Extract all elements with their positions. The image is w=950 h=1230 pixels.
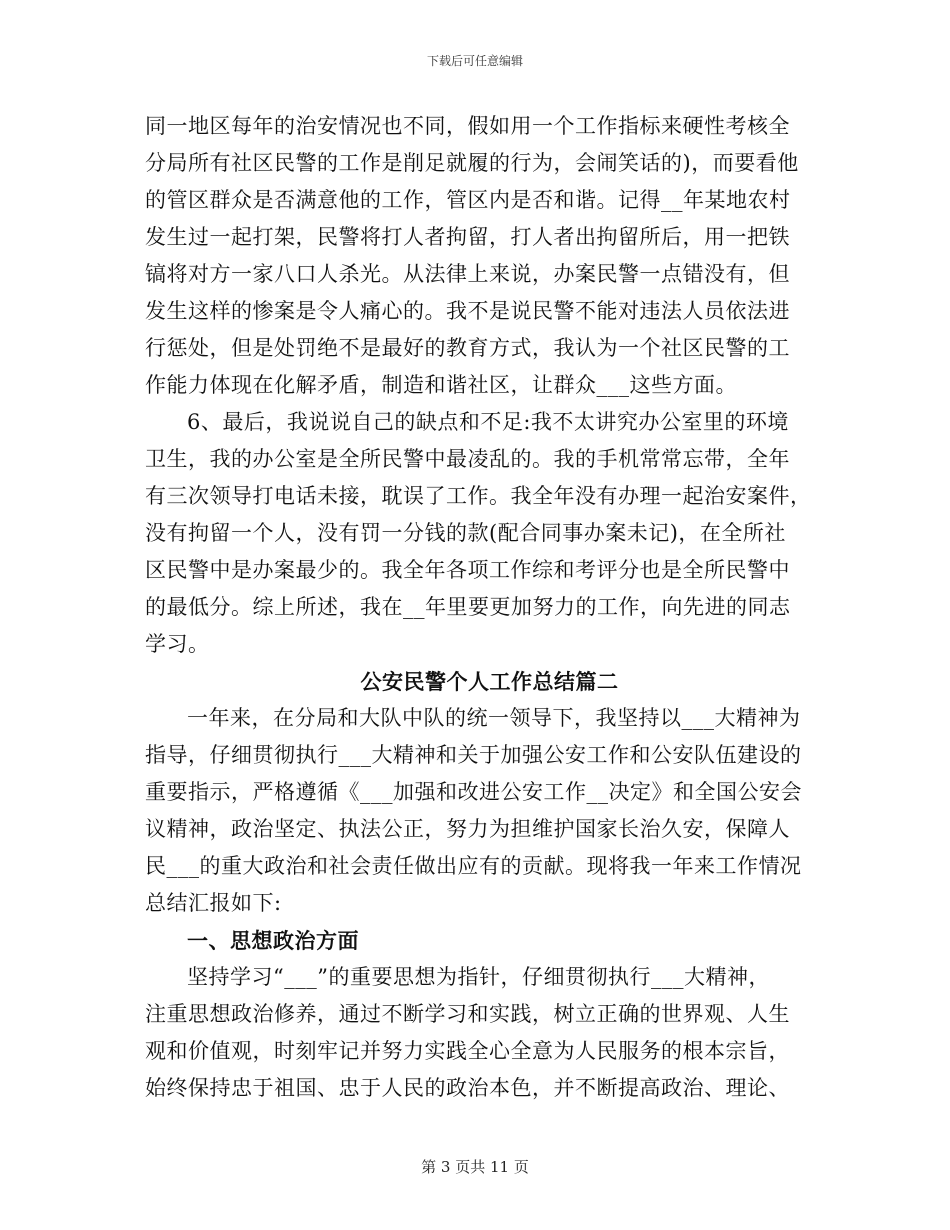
body-line: 镐将对方一家八口人杀光。从法律上来说，办案民警一点错没有，但 [145, 262, 790, 286]
body-line: 学习。 [145, 632, 210, 656]
body-line: 总结汇报如下: [145, 891, 282, 915]
body-line: 议精神，政治坚定、执法公正，努力为担维护国家长治久安，保障人 [145, 817, 790, 841]
body-line: 有三次领导打电话未接，耽误了工作。我全年没有办理一起治安案件， [145, 484, 812, 508]
body-line: 区民警中是办案最少的。我全年各项工作综和考评分也是全所民警中 [145, 558, 790, 582]
body-line: 重要指示，严格遵循《___加强和改进公安工作__决定》和全国公安会 [145, 780, 802, 804]
document-body [145, 108, 810, 1107]
body-line: 分局所有社区民警的工作是削足就履的行为，会闹笑话的)，而要看他 [145, 151, 799, 175]
body-line: 的最低分。综上所述，我在__年里要更加努力的工作，向先进的同志 [145, 595, 791, 619]
header-note: 下载后可任意编辑 [426, 54, 523, 68]
body-line: 卫生，我的办公室是全所民警中最凌乱的。我的手机常常忘带，全年 [145, 447, 790, 471]
section-title: 公安民警个人工作总结篇二 [360, 669, 619, 694]
paragraph-start-line: 一年来，在分局和大队中队的统一领导下，我坚持以___大精神为 [187, 706, 801, 730]
body-line: 行惩处，但是处罚绝不是最好的教育方式，我认为一个社区民警的工 [145, 336, 790, 360]
body-line: 同一地区每年的治安情况也不同，假如用一个工作指标来硬性考核全 [145, 114, 790, 138]
body-line: 发生过一起打架，民警将打人者拘留，打人者出拘留所后，用一把铁 [145, 225, 790, 249]
paragraph-start-line: 6、最后，我说说自己的缺点和不足:我不太讲究办公室里的环境 [187, 410, 789, 434]
body-line: 没有拘留一个人，没有罚一分钱的款(配合同事办案未记)，在全所社 [145, 521, 786, 545]
subsection-heading: 一、思想政治方面 [187, 928, 359, 953]
body-line: 民___的重大政治和社会责任做出应有的贡献。现将我一年来工作情况 [145, 854, 802, 878]
paragraph-start-line: 坚持学习“___”的重要思想为指针，仔细贯彻执行___大精神， [187, 965, 770, 989]
body-line: 指导，仔细贯彻执行___大精神和关于加强公安工作和公安队伍建设的 [145, 743, 802, 767]
page-footer: 第 3 页共 11 页 [421, 1158, 529, 1176]
body-line: 观和价值观，时刻牢记并努力实践全心全意为人民服务的根本宗旨， [145, 1039, 790, 1063]
body-line: 发生这样的惨案是令人痛心的。我不是说民警不能对违法人员依法进 [145, 299, 790, 323]
body-line: 始终保持忠于祖国、忠于人民的政治本色，并不断提高政治、理论、 [145, 1076, 790, 1100]
body-line: 注重思想政治修养，通过不断学习和实践，树立正确的世界观、人生 [145, 1002, 790, 1026]
body-line: 作能力体现在化解矛盾，制造和谐社区，让群众___这些方面。 [145, 373, 737, 397]
body-line: 的管区群众是否满意他的工作，管区内是否和谐。记得__年某地农村 [145, 188, 791, 212]
